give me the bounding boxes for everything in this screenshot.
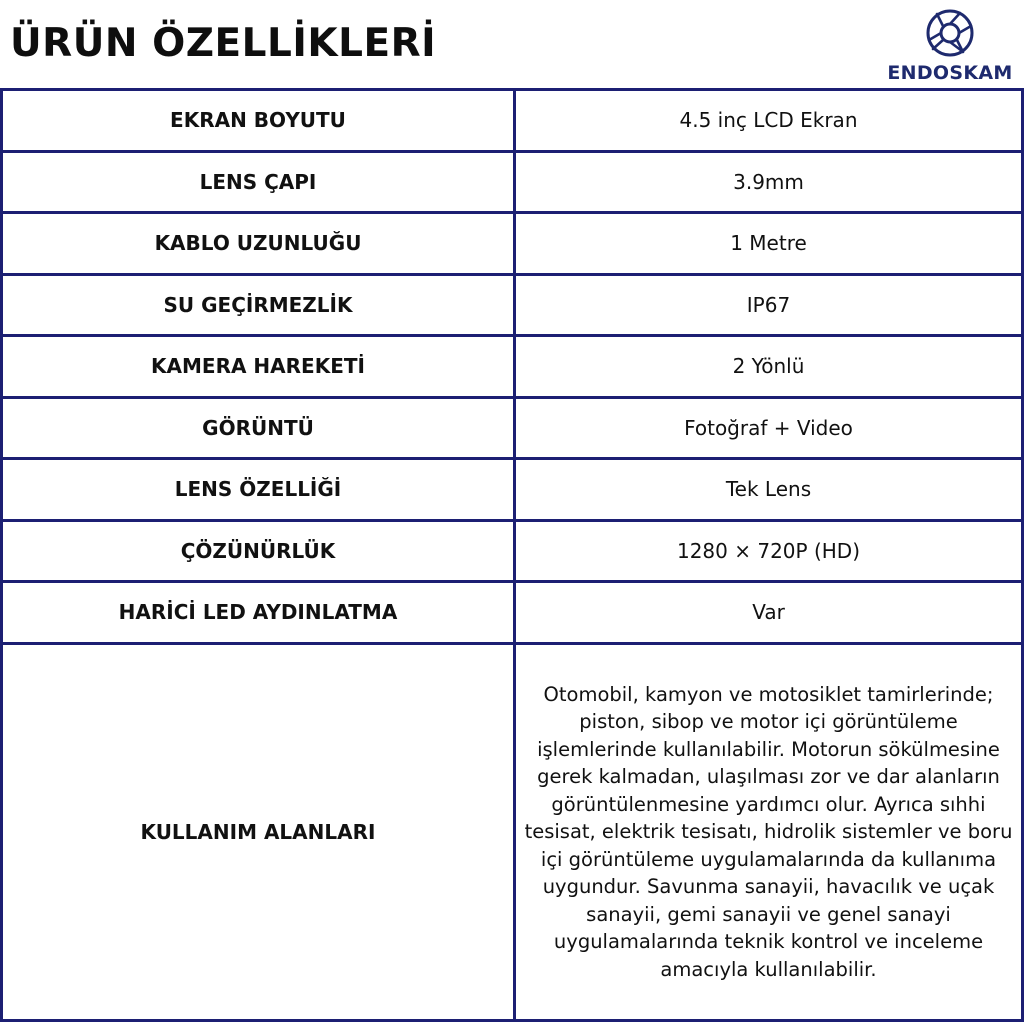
usage-description: Otomobil, kamyon ve motosiklet tamirlerinde; piston, sibop ve motor içi görüntüleme işlemlerinde kullanılabilir. Motorun sökülmesine gerek kalmadan, ulaşılması zor ve dar alanların görüntülenmesine yardımcı olur. Ayrıca sıhhi tesisat, elektrik tesisatı, hidrolik sistemler ve boru içi görüntüleme uygulamalarında da kullanıma uygundur. Savunma sanayii, havacılık ve uçak sanayii, gemi sanayii ve genel sanayi uygulamalarında teknik kontrol ve inceleme amacıyla kullanılabilir. [524, 682, 1013, 981]
spec-value: 1280 × 720P (HD) [515, 520, 1023, 582]
spec-key: LENS ÇAPI [2, 151, 515, 213]
brand-name: ENDOSKAM [887, 62, 1013, 84]
spec-row-resolution [2, 520, 1023, 582]
spec-value: Var [515, 582, 1023, 644]
spec-key: KULLANIM ALANLARI [2, 643, 515, 1020]
spec-key: SU GEÇİRMEZLİK [2, 274, 515, 336]
page-title: ÜRÜN ÖZELLİKLERİ [10, 21, 437, 66]
spec-value: Fotoğraf + Video [515, 397, 1023, 459]
camera-aperture-icon [925, 8, 975, 58]
spec-value: 3.9mm [515, 151, 1023, 213]
spec-value: IP67 [515, 274, 1023, 336]
spec-value-cell [515, 643, 1023, 1020]
spec-row-lens-feature [2, 459, 1023, 521]
spec-row-led-lighting [2, 582, 1023, 644]
spec-key: LENS ÖZELLİĞİ [2, 459, 515, 521]
spec-key: KABLO UZUNLUĞU [2, 213, 515, 275]
spec-row-image [2, 397, 1023, 459]
spec-value: 2 Yönlü [515, 336, 1023, 398]
spec-row-lens-diameter [2, 151, 1023, 213]
spec-row-usage-areas [2, 643, 1023, 1020]
spec-value: 4.5 inç LCD Ekran [515, 90, 1023, 152]
spec-row-screen-size [2, 90, 1023, 152]
spec-row-waterproof [2, 274, 1023, 336]
spec-key: HARİCİ LED AYDINLATMA [2, 582, 515, 644]
spec-key: GÖRÜNTÜ [2, 397, 515, 459]
spec-key: EKRAN BOYUTU [2, 90, 515, 152]
spec-key: KAMERA HAREKETİ [2, 336, 515, 398]
spec-table [0, 88, 1024, 1022]
spec-key: ÇÖZÜNÜRLÜK [2, 520, 515, 582]
spec-row-camera-movement [2, 336, 1023, 398]
spec-value: 1 Metre [515, 213, 1023, 275]
brand-logo [884, 8, 1016, 88]
spec-value: Tek Lens [515, 459, 1023, 521]
spec-row-cable-length [2, 213, 1023, 275]
